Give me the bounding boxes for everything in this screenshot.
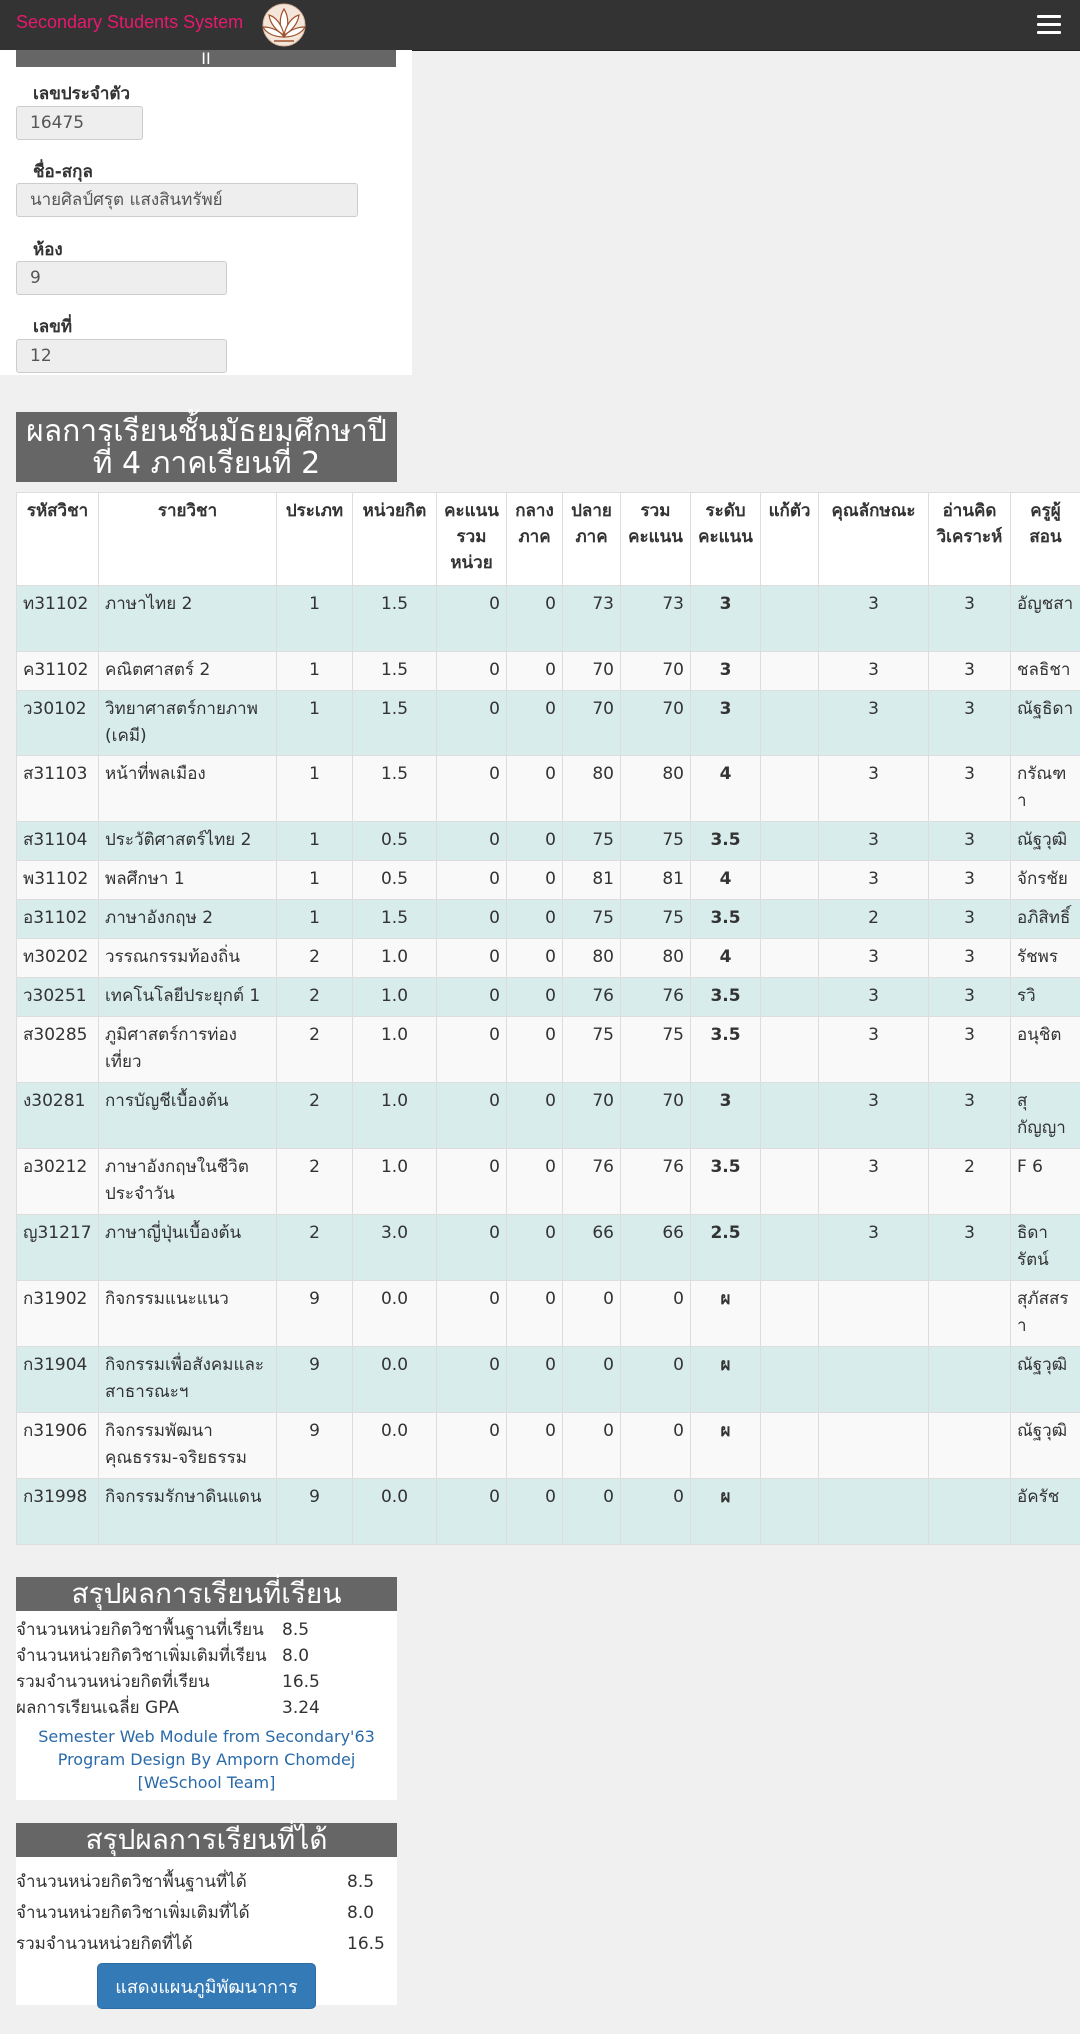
subject-type-cell: 9: [277, 1281, 353, 1347]
hamburger-menu-icon[interactable]: [1034, 10, 1064, 40]
summary-value: 8.5: [347, 1872, 375, 1892]
credit-cell: 1.5: [353, 652, 437, 691]
analytic-score-cell: 3: [929, 652, 1011, 691]
subject-type-cell: 2: [277, 1083, 353, 1149]
student-name-field[interactable]: นายศิลป์ศรุต แสงสินทรัพย์: [16, 183, 358, 217]
summary-row: [16, 1669, 397, 1695]
unit-score-cell: 0: [437, 822, 507, 861]
unit-score-cell: 0: [437, 1347, 507, 1413]
subject-code-cell: ก31904: [17, 1347, 99, 1413]
attribute-score-cell: [819, 1479, 929, 1545]
subject-name-cell: ภาษาอังกฤษในชีวิตประจำวัน: [99, 1149, 277, 1215]
final-score-cell: 75: [563, 1017, 621, 1083]
show-development-chart-button[interactable]: แสดงแผนภูมิพัฒนาการ: [97, 1963, 316, 2009]
teacher-name-cell: อัครัช: [1011, 1479, 1080, 1545]
col-header-analytic: อ่านคิดวิเคราะห์: [929, 493, 1011, 586]
retake-cell: [761, 1413, 819, 1479]
summary-value: 8.5: [282, 1620, 310, 1640]
teacher-name-cell: ณัฐวุฒิ: [1011, 1347, 1080, 1413]
final-score-cell: 80: [563, 939, 621, 978]
teacher-name-cell: จักรชัย: [1011, 861, 1080, 900]
table-row: [17, 1281, 1080, 1347]
retake-cell: [761, 1083, 819, 1149]
summary-studied-box: [16, 1577, 397, 1800]
midterm-score-cell: 0: [507, 1083, 563, 1149]
analytic-score-cell: 3: [929, 1215, 1011, 1281]
subject-code-cell: ก31998: [17, 1479, 99, 1545]
subject-code-cell: ส30285: [17, 1017, 99, 1083]
retake-cell: [761, 900, 819, 939]
final-score-cell: 75: [563, 822, 621, 861]
credit-cell: 3.0: [353, 1215, 437, 1281]
credit-cell: 1.0: [353, 1017, 437, 1083]
total-score-cell: 76: [621, 978, 691, 1017]
credit-line1[interactable]: Semester Web Module from Secondary'63: [38, 1727, 375, 1746]
attribute-score-cell: 3: [819, 939, 929, 978]
final-score-cell: 75: [563, 900, 621, 939]
grade-cell: 3: [691, 652, 761, 691]
table-row: [17, 861, 1080, 900]
analytic-score-cell: [929, 1281, 1011, 1347]
subject-name-cell: กิจกรรมรักษาดินแดน: [99, 1479, 277, 1545]
unit-score-cell: 0: [437, 586, 507, 652]
teacher-name-cell: ชลธิชา: [1011, 652, 1080, 691]
grade-cell: 3.5: [691, 978, 761, 1017]
grade-cell: 3.5: [691, 1149, 761, 1215]
subject-type-cell: 9: [277, 1413, 353, 1479]
subject-type-cell: 9: [277, 1347, 353, 1413]
col-header-credit: หน่วยกิต: [353, 493, 437, 586]
total-score-cell: 80: [621, 939, 691, 978]
retake-cell: [761, 1215, 819, 1281]
total-score-cell: 0: [621, 1347, 691, 1413]
subject-code-cell: ก31906: [17, 1413, 99, 1479]
student-number-label: เลขที่: [33, 317, 73, 337]
midterm-score-cell: 0: [507, 1281, 563, 1347]
col-header-midterm: กลางภาค: [507, 493, 563, 586]
retake-cell: [761, 691, 819, 756]
summary-value: 8.0: [347, 1903, 375, 1923]
midterm-score-cell: 0: [507, 939, 563, 978]
table-row: [17, 900, 1080, 939]
credit-cell: 0.5: [353, 822, 437, 861]
total-score-cell: 70: [621, 691, 691, 756]
total-score-cell: 73: [621, 586, 691, 652]
retake-cell: [761, 1479, 819, 1545]
midterm-score-cell: 0: [507, 1215, 563, 1281]
summary-value: 16.5: [347, 1934, 385, 1954]
teacher-name-cell: ณัฐวุฒิ: [1011, 1413, 1080, 1479]
credit-cell: 0.5: [353, 861, 437, 900]
teacher-name-cell: กรัณฑา: [1011, 756, 1080, 822]
summary-value: 16.5: [282, 1672, 320, 1692]
table-row: [17, 586, 1080, 652]
credit-link[interactable]: [16, 1721, 397, 1800]
subject-code-cell: ท31102: [17, 586, 99, 652]
midterm-score-cell: 0: [507, 652, 563, 691]
final-score-cell: 66: [563, 1215, 621, 1281]
subject-type-cell: 1: [277, 586, 353, 652]
grade-cell: 2.5: [691, 1215, 761, 1281]
attribute-score-cell: 3: [819, 1017, 929, 1083]
credit-cell: 1.0: [353, 1083, 437, 1149]
subject-type-cell: 1: [277, 652, 353, 691]
final-score-cell: 0: [563, 1281, 621, 1347]
subject-code-cell: ส31103: [17, 756, 99, 822]
summary-row: [16, 1898, 397, 1929]
final-score-cell: 0: [563, 1413, 621, 1479]
total-score-cell: 75: [621, 900, 691, 939]
subject-code-cell: ค31102: [17, 652, 99, 691]
summary-earned-box: [16, 1823, 397, 2005]
retake-cell: [761, 756, 819, 822]
analytic-score-cell: [929, 1413, 1011, 1479]
subject-name-cell: ประวัติศาสตร์ไทย 2: [99, 822, 277, 861]
summary-studied-title: สรุปผลการเรียนที่เรียน: [16, 1577, 397, 1611]
midterm-score-cell: 0: [507, 978, 563, 1017]
analytic-score-cell: 3: [929, 691, 1011, 756]
total-score-cell: 75: [621, 1017, 691, 1083]
teacher-name-cell: สุภัสสรา: [1011, 1281, 1080, 1347]
subject-name-cell: ภาษาไทย 2: [99, 586, 277, 652]
teacher-name-cell: รัชพร: [1011, 939, 1080, 978]
grade-cell: ผ: [691, 1281, 761, 1347]
brand-title[interactable]: Secondary Students System: [16, 12, 244, 32]
summary-earned-title: สรุปผลการเรียนที่ได้: [16, 1823, 397, 1857]
final-score-cell: 0: [563, 1347, 621, 1413]
teacher-name-cell: ณัฐธิดา: [1011, 691, 1080, 756]
attribute-score-cell: 2: [819, 900, 929, 939]
midterm-score-cell: 0: [507, 900, 563, 939]
subject-name-cell: เทคโนโลยีประยุกต์ 1: [99, 978, 277, 1017]
subject-name-cell: การบัญชีเบื้องต้น: [99, 1083, 277, 1149]
unit-score-cell: 0: [437, 900, 507, 939]
unit-score-cell: 0: [437, 1083, 507, 1149]
results-title-line2: ที่ 4 ภาคเรียนที่ 2: [92, 446, 321, 481]
subject-code-cell: ส31104: [17, 822, 99, 861]
col-header-subject: รายวิชา: [99, 493, 277, 586]
table-row: [17, 756, 1080, 822]
top-navbar: [0, 0, 1080, 51]
summary-label: จำนวนหน่วยกิตวิชาพื้นฐานที่เรียน: [16, 1620, 264, 1640]
retake-cell: [761, 822, 819, 861]
subject-code-cell: ว30102: [17, 691, 99, 756]
unit-score-cell: 0: [437, 1017, 507, 1083]
subject-type-cell: 1: [277, 900, 353, 939]
grade-cell: 3.5: [691, 822, 761, 861]
credit-cell: 0.0: [353, 1347, 437, 1413]
col-header-attribute: คุณลักษณะ: [819, 493, 929, 586]
credit-cell: 1.5: [353, 586, 437, 652]
credit-cell: 1.0: [353, 1149, 437, 1215]
attribute-score-cell: 3: [819, 586, 929, 652]
final-score-cell: 70: [563, 691, 621, 756]
total-score-cell: 70: [621, 652, 691, 691]
attribute-score-cell: 3: [819, 691, 929, 756]
subject-name-cell: วิทยาศาสตร์กายภาพ (เคมี): [99, 691, 277, 756]
credit-cell: 1.5: [353, 691, 437, 756]
summary-label: รวมจำนวนหน่วยกิตที่เรียน: [16, 1672, 210, 1692]
final-score-cell: 81: [563, 861, 621, 900]
subject-code-cell: ก31902: [17, 1281, 99, 1347]
midterm-score-cell: 0: [507, 586, 563, 652]
analytic-score-cell: 3: [929, 900, 1011, 939]
total-score-cell: 0: [621, 1479, 691, 1545]
student-id-label: เลขประจำตัว: [33, 84, 130, 104]
subject-name-cell: วรรณกรรมท้องถิ่น: [99, 939, 277, 978]
subject-type-cell: 1: [277, 861, 353, 900]
col-header-grade: ระดับคะแนน: [691, 493, 761, 586]
grade-cell: 3.5: [691, 1017, 761, 1083]
subject-type-cell: 2: [277, 978, 353, 1017]
unit-score-cell: 0: [437, 861, 507, 900]
table-row: [17, 1149, 1080, 1215]
analytic-score-cell: 3: [929, 822, 1011, 861]
midterm-score-cell: 0: [507, 861, 563, 900]
retake-cell: [761, 861, 819, 900]
unit-score-cell: 0: [437, 1413, 507, 1479]
col-header-type: ประเภท: [277, 493, 353, 586]
summary-label: รวมจำนวนหน่วยกิตที่ได้: [16, 1934, 193, 1954]
total-score-cell: 76: [621, 1149, 691, 1215]
summary-label: จำนวนหน่วยกิตวิชาพื้นฐานที่ได้: [16, 1872, 247, 1892]
subject-type-cell: 2: [277, 939, 353, 978]
subject-code-cell: อ31102: [17, 900, 99, 939]
subject-type-cell: 2: [277, 1149, 353, 1215]
credit-cell: 1.5: [353, 756, 437, 822]
unit-score-cell: 0: [437, 1281, 507, 1347]
teacher-name-cell: อภิสิทธิ์: [1011, 900, 1080, 939]
analytic-score-cell: [929, 1347, 1011, 1413]
grade-cell: 4: [691, 939, 761, 978]
retake-cell: [761, 978, 819, 1017]
attribute-score-cell: 3: [819, 1149, 929, 1215]
unit-score-cell: 0: [437, 939, 507, 978]
total-score-cell: 80: [621, 756, 691, 822]
col-header-retake: แก้ตัว: [761, 493, 819, 586]
unit-score-cell: 0: [437, 1149, 507, 1215]
teacher-name-cell: รวิ: [1011, 978, 1080, 1017]
midterm-score-cell: 0: [507, 691, 563, 756]
final-score-cell: 70: [563, 652, 621, 691]
col-header-unit-score: คะแนนรวมหน่วย: [437, 493, 507, 586]
table-row: [17, 1215, 1080, 1281]
col-header-total: รวมคะแนน: [621, 493, 691, 586]
subject-type-cell: 1: [277, 691, 353, 756]
grade-cell: 3: [691, 586, 761, 652]
summary-row: [16, 1617, 397, 1643]
total-score-cell: 75: [621, 822, 691, 861]
midterm-score-cell: 0: [507, 1347, 563, 1413]
retake-cell: [761, 1347, 819, 1413]
credit-cell: 0.0: [353, 1479, 437, 1545]
midterm-score-cell: 0: [507, 1017, 563, 1083]
subject-name-cell: คณิตศาสตร์ 2: [99, 652, 277, 691]
summary-value: 3.24: [282, 1698, 320, 1718]
table-row: [17, 1479, 1080, 1545]
credit-cell: 0.0: [353, 1281, 437, 1347]
summary-row: [16, 1695, 397, 1721]
analytic-score-cell: 3: [929, 978, 1011, 1017]
final-score-cell: 76: [563, 978, 621, 1017]
final-score-cell: 76: [563, 1149, 621, 1215]
subject-type-cell: 1: [277, 822, 353, 861]
total-score-cell: 66: [621, 1215, 691, 1281]
table-row: [17, 939, 1080, 978]
analytic-score-cell: 3: [929, 861, 1011, 900]
retake-cell: [761, 586, 819, 652]
subject-code-cell: พ31102: [17, 861, 99, 900]
attribute-score-cell: 3: [819, 1083, 929, 1149]
subject-name-cell: พลศึกษา 1: [99, 861, 277, 900]
subject-code-cell: ญ31217: [17, 1215, 99, 1281]
total-score-cell: 70: [621, 1083, 691, 1149]
retake-cell: [761, 652, 819, 691]
room-field[interactable]: 9: [16, 261, 227, 295]
final-score-cell: 80: [563, 756, 621, 822]
table-row: [17, 1347, 1080, 1413]
grade-cell: 3.5: [691, 900, 761, 939]
analytic-score-cell: 3: [929, 586, 1011, 652]
total-score-cell: 0: [621, 1413, 691, 1479]
table-row: [17, 1083, 1080, 1149]
grade-cell: ผ: [691, 1479, 761, 1545]
total-score-cell: 81: [621, 861, 691, 900]
analytic-score-cell: [929, 1479, 1011, 1545]
analytic-score-cell: 3: [929, 1083, 1011, 1149]
grade-cell: 4: [691, 756, 761, 822]
subject-code-cell: ท30202: [17, 939, 99, 978]
summary-value: 8.0: [282, 1646, 310, 1666]
summary-label: ผลการเรียนเฉลี่ย GPA: [16, 1698, 180, 1718]
attribute-score-cell: 3: [819, 822, 929, 861]
teacher-name-cell: ณัฐวุฒิ: [1011, 822, 1080, 861]
col-header-teacher: ครูผู้สอน: [1011, 493, 1080, 586]
analytic-score-cell: 3: [929, 939, 1011, 978]
table-row: [17, 822, 1080, 861]
summary-label: จำนวนหน่วยกิตวิชาเพิ่มเติมที่เรียน: [16, 1646, 267, 1666]
final-score-cell: 73: [563, 586, 621, 652]
teacher-name-cell: อนุชิต: [1011, 1017, 1080, 1083]
retake-cell: [761, 1281, 819, 1347]
lotus-logo-icon: [256, 1, 312, 49]
unit-score-cell: 0: [437, 1215, 507, 1281]
subject-name-cell: กิจกรรมพัฒนาคุณธรรม-จริยธรรม: [99, 1413, 277, 1479]
subject-name-cell: ภาษาอังกฤษ 2: [99, 900, 277, 939]
subject-type-cell: 9: [277, 1479, 353, 1545]
unit-score-cell: 0: [437, 691, 507, 756]
results-title: [16, 412, 397, 482]
subject-type-cell: 1: [277, 756, 353, 822]
attribute-score-cell: [819, 1281, 929, 1347]
unit-score-cell: 0: [437, 652, 507, 691]
summary-row: [16, 1929, 397, 1960]
grade-cell: 3: [691, 1083, 761, 1149]
attribute-score-cell: [819, 1413, 929, 1479]
col-header-code: รหัสวิชา: [17, 493, 99, 586]
room-label: ห้อง: [33, 240, 63, 260]
grades-header-row: [17, 493, 1080, 586]
student-info-header: II: [16, 50, 396, 67]
midterm-score-cell: 0: [507, 1413, 563, 1479]
credit-cell: 1.5: [353, 900, 437, 939]
subject-name-cell: กิจกรรมเพื่อสังคมและสาธารณะฯ: [99, 1347, 277, 1413]
grades-table: [16, 492, 1080, 1545]
analytic-score-cell: 3: [929, 756, 1011, 822]
analytic-score-cell: 2: [929, 1149, 1011, 1215]
teacher-name-cell: F 6: [1011, 1149, 1080, 1215]
table-row: [17, 1017, 1080, 1083]
credit-cell: 0.0: [353, 1413, 437, 1479]
teacher-name-cell: อัญชสา: [1011, 586, 1080, 652]
midterm-score-cell: 0: [507, 756, 563, 822]
final-score-cell: 0: [563, 1479, 621, 1545]
midterm-score-cell: 0: [507, 1149, 563, 1215]
subject-name-cell: ภูมิศาสตร์การท่องเที่ยว: [99, 1017, 277, 1083]
midterm-score-cell: 0: [507, 822, 563, 861]
results-title-line1: ผลการเรียนชั้นมัธยมศึกษาปี: [26, 414, 387, 449]
subject-code-cell: ง30281: [17, 1083, 99, 1149]
retake-cell: [761, 1149, 819, 1215]
teacher-name-cell: ธิดารัตน์: [1011, 1215, 1080, 1281]
attribute-score-cell: 3: [819, 1215, 929, 1281]
student-name-label: ชื่อ-สกุล: [33, 162, 93, 182]
attribute-score-cell: 3: [819, 861, 929, 900]
grade-cell: 3: [691, 691, 761, 756]
table-row: [17, 652, 1080, 691]
attribute-score-cell: 3: [819, 652, 929, 691]
subject-type-cell: 2: [277, 1017, 353, 1083]
subject-name-cell: หน้าที่พลเมือง: [99, 756, 277, 822]
table-row: [17, 978, 1080, 1017]
teacher-name-cell: สุกัญญา: [1011, 1083, 1080, 1149]
final-score-cell: 70: [563, 1083, 621, 1149]
grade-cell: ผ: [691, 1413, 761, 1479]
midterm-score-cell: 0: [507, 1479, 563, 1545]
student-number-field[interactable]: 12: [16, 339, 227, 373]
retake-cell: [761, 1017, 819, 1083]
attribute-score-cell: 3: [819, 756, 929, 822]
attribute-score-cell: [819, 1347, 929, 1413]
unit-score-cell: 0: [437, 756, 507, 822]
student-info-panel: [0, 50, 412, 375]
student-id-field[interactable]: 16475: [16, 106, 143, 140]
analytic-score-cell: 3: [929, 1017, 1011, 1083]
total-score-cell: 0: [621, 1281, 691, 1347]
summary-label: จำนวนหน่วยกิตวิชาเพิ่มเติมที่ได้: [16, 1903, 250, 1923]
attribute-score-cell: 3: [819, 978, 929, 1017]
col-header-final: ปลายภาค: [563, 493, 621, 586]
table-row: [17, 1413, 1080, 1479]
subject-type-cell: 2: [277, 1215, 353, 1281]
credit-line2[interactable]: Program Design By Amporn Chomdej [WeSchool Team]: [57, 1750, 356, 1792]
unit-score-cell: 0: [437, 1479, 507, 1545]
table-row: [17, 691, 1080, 756]
subject-code-cell: ว30251: [17, 978, 99, 1017]
retake-cell: [761, 939, 819, 978]
subject-name-cell: ภาษาญี่ปุ่นเบื้องต้น: [99, 1215, 277, 1281]
summary-row: [16, 1643, 397, 1669]
credit-cell: 1.0: [353, 939, 437, 978]
unit-score-cell: 0: [437, 978, 507, 1017]
subject-name-cell: กิจกรรมแนะแนว: [99, 1281, 277, 1347]
summary-row: [16, 1867, 397, 1898]
subject-code-cell: อ30212: [17, 1149, 99, 1215]
grade-cell: ผ: [691, 1347, 761, 1413]
credit-cell: 1.0: [353, 978, 437, 1017]
grade-cell: 4: [691, 861, 761, 900]
